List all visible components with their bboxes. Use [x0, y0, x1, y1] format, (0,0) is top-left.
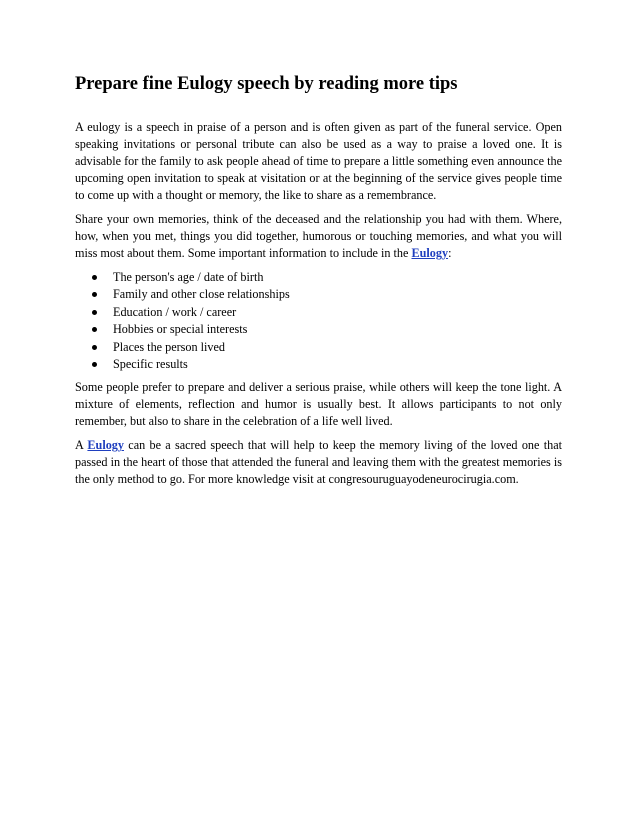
intro-paragraph: A eulogy is a speech in praise of a person and is often given as part of the funeral service. Open speaking invitations or personal tribute can also be used as a way to praise a loved one. It is advisable for the family to ask people ahead of time to prepare a little something even announce the upcoming open invitation to speak at visitation or at the beginning of the service gives people time to come up with a thought or memory, the like to share as a remembrance. [75, 120, 562, 202]
memories-paragraph [75, 211, 562, 262]
list-item [75, 286, 562, 303]
list-item-label: Specific results [113, 357, 188, 372]
list-item-label: Hobbies or special interests [113, 322, 248, 337]
list-item [75, 339, 562, 356]
closing-paragraph [75, 437, 562, 488]
list-item-label: Education / work / career [113, 304, 237, 319]
list-item [75, 321, 562, 338]
bullet-icon [92, 362, 97, 367]
document-page [75, 72, 562, 495]
preference-paragraph: Some people prefer to prepare and deliver a serious praise, while others will keep the tone light. A mixture of elements, reflection and humor is usually best. It allows participants to not only remember, but also to share in the celebration of a life well lived. [75, 380, 562, 429]
bullet-icon [92, 292, 97, 297]
list-item [75, 356, 562, 373]
bullet-icon [92, 327, 97, 332]
closing-lead: A [75, 438, 88, 453]
document-title: Prepare fine Eulogy speech by reading more tips [75, 74, 458, 94]
bullet-list [75, 269, 562, 373]
list-item-label: Places the person lived [113, 339, 226, 354]
list-item-label: Family and other close relationships [113, 287, 290, 302]
list-item [75, 269, 562, 286]
list-item [75, 304, 562, 321]
bullet-icon [92, 345, 97, 350]
list-item-label: The person's age / date of birth [113, 270, 264, 284]
bullet-icon [92, 310, 97, 315]
closing-text: can be a sacred speech that will help to keep the memory living of the loved one that passed in the heart of those that attended the funeral and leaving them with the greatest memories is the only method to go. For more knowledge visit at congresouruguayodeneurocirugia.com. [75, 438, 562, 487]
memories-colon: : [448, 246, 452, 260]
eulogy-link[interactable]: Eulogy [87, 438, 124, 453]
eulogy-link[interactable]: Eulogy [411, 246, 449, 260]
memories-text: Share your own memories, think of the deceased and the relationship you had with them. Where, how, when you met, things you did together, humorous or touching memories, and what you will miss most about them. Some important information to include in the [75, 212, 562, 260]
bullet-icon [92, 275, 97, 280]
